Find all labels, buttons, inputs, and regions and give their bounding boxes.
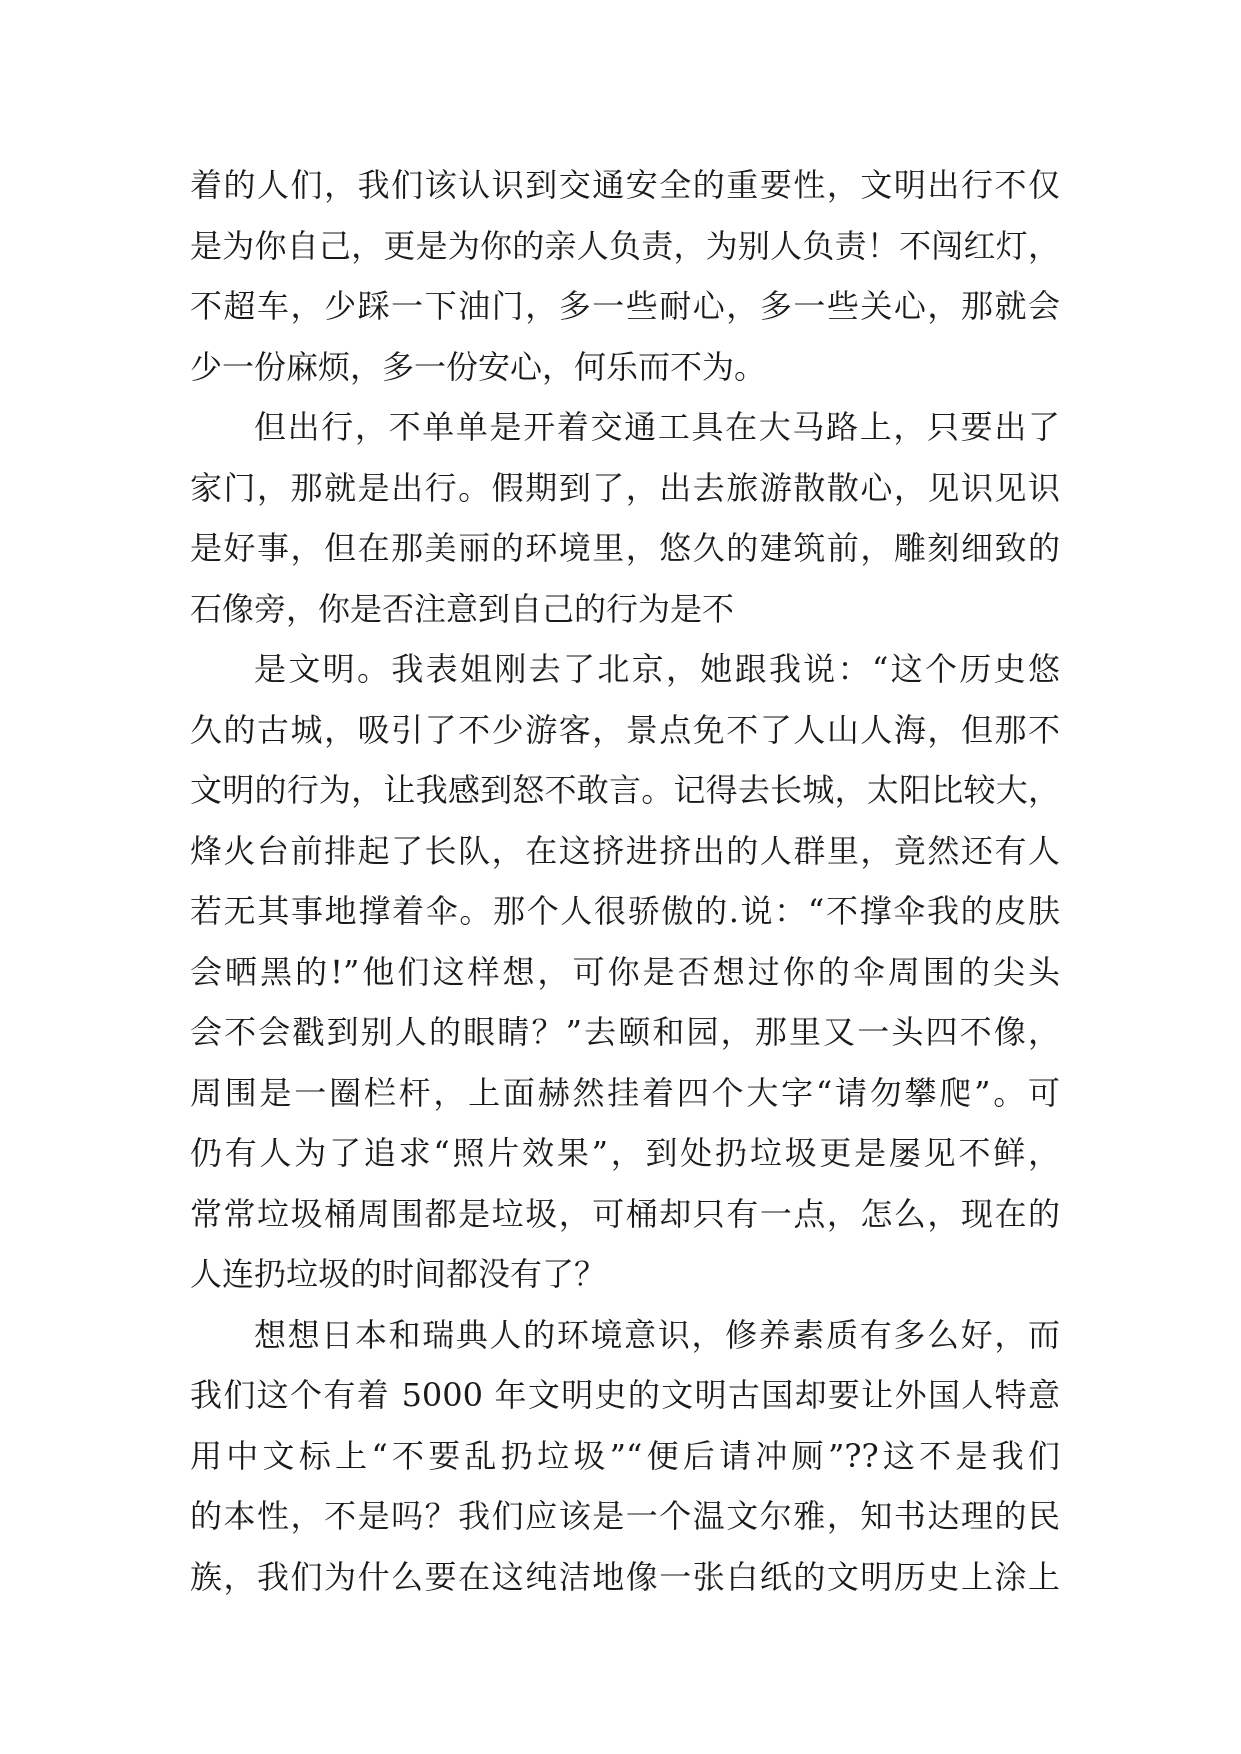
text-line: 但出行，不单单是开着交通工具在大马路上，只要出了	[254, 408, 1060, 446]
text-line: 是好事，但在那美丽的环境里，悠久的建筑前，雕刻细致的	[190, 529, 1060, 567]
text-line: 是为你自己，更是为你的亲人负责，为别人负责！不闯红灯，	[190, 226, 1060, 265]
text-line: 人连扔垃圾的时间都没有了？	[190, 1255, 607, 1293]
text-line: 仍有人为了追求“照片效果”，到处扔垃圾更是屡见不鲜，	[190, 1134, 1060, 1172]
text-line: 若无其事地撑着伞。那个人很骄傲的.说：“不撑伞我的皮肤	[190, 892, 1060, 930]
text-line: 不超车，少踩一下油门，多一些耐心，多一些关心，那就会	[190, 287, 1060, 325]
text-line: 文明的行为，让我感到怒不敢言。记得去长城，太阳比较大，	[190, 771, 1060, 809]
text-line: 想想日本和瑞典人的环境意识，修养素质有多么好，而	[254, 1315, 1060, 1354]
text-line: 家门，那就是出行。假期到了，出去旅游散散心，见识见识	[190, 468, 1060, 507]
text-line: 会晒黑的!”他们这样想，可你是否想过你的伞周围的尖头	[190, 952, 1060, 991]
text-line: 久的古城，吸引了不少游客，景点免不了人山人海，但那不	[190, 710, 1060, 749]
text-line: 用中文标上“不要乱扔垃圾”“便后请冲厕”??这不是我们	[190, 1436, 1060, 1475]
text-line: 族，我们为什么要在这纯洁地像一张白纸的文明历史上涂上	[190, 1557, 1060, 1596]
text-line: 周围是一圈栏杆，上面赫然挂着四个大字“请勿攀爬”。可	[190, 1073, 1060, 1112]
text-line: 会不会戳到别人的眼睛？”去颐和园，那里又一头四不像，	[190, 1013, 1060, 1051]
text-line: 石像旁，你是否注意到自己的行为是不	[190, 589, 735, 628]
text-line: 常常垃圾桶周围都是垃圾，可桶却只有一点，怎么，现在的	[190, 1194, 1060, 1233]
text-line: 我们这个有着 5000 年文明史的文明古国却要让外国人特意	[190, 1376, 1060, 1414]
text-line: 烽火台前排起了长队，在这挤进挤出的人群里，竟然还有人	[190, 831, 1060, 870]
text-line: 是文明。我表姐刚去了北京，她跟我说：“这个历史悠	[254, 650, 1060, 688]
body-text	[190, 155, 1060, 1607]
text-line: 着的人们，我们该认识到交通安全的重要性，文明出行不仅	[190, 166, 1060, 204]
text-line: 的本性，不是吗？我们应该是一个温文尔雅，知书达理的民	[190, 1497, 1060, 1535]
text-line: 少一份麻烦，多一份安心，何乐而不为。	[190, 347, 767, 386]
